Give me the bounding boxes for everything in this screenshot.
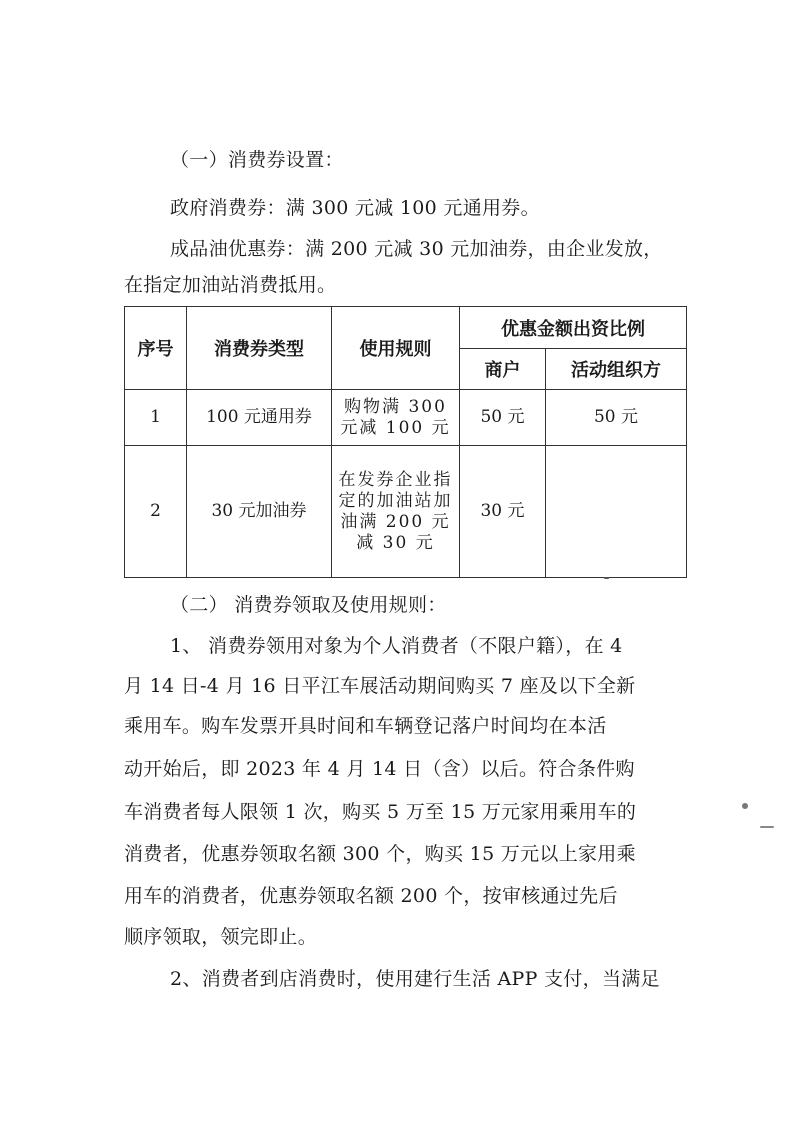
para1-line: 顺序领取，领完即止。 [124, 926, 318, 948]
para1-line: 车消费者每人限领 1 次，购买 5 万至 15 万元家用乘用车的 [124, 801, 637, 823]
row-merchant-share: 30 元 [460, 446, 546, 578]
para1-line: 消费者，优惠券领取名额 300 个，购买 15 万元以上家用乘 [124, 843, 636, 865]
section2-heading: （二） 消费券领取及使用规则： [170, 594, 447, 616]
row-organizer-share: 50 元 [546, 390, 687, 446]
para1-line: 乘用车。购车发票开具时间和车辆登记落户时间均在本活 [124, 715, 607, 737]
header-voucher-type: 消费券类型 [187, 307, 332, 390]
voucher-table [124, 306, 687, 578]
para1-line: 月 14 日-4 月 16 日平江车展活动期间购买 7 座及以下全新 [124, 675, 636, 697]
table-row [125, 446, 687, 578]
para2-line: 2、消费者到店消费时，使用建行生活 APP 支付，当满足 [170, 968, 660, 990]
oil-voucher-text-line1: 成品油优惠券：满 200 元减 30 元加油券，由企业发放， [170, 238, 663, 260]
para1-line: 用车的消费者，优惠券领取名额 200 个，按审核通过先后 [124, 885, 618, 907]
header-funding-ratio: 优惠金额出资比例 [460, 307, 687, 349]
table-row [125, 390, 687, 446]
section1-heading: （一）消费券设置： [170, 149, 344, 171]
row-voucher-type: 30 元加油券 [187, 446, 332, 578]
para1-line: 1、 消费券领用对象为个人消费者（不限户籍），在 4 [170, 635, 623, 657]
row-voucher-type: 100 元通用券 [187, 390, 332, 446]
para1-line: 动开始后，即 2023 年 4 月 14 日（含）以后。符合条件购 [124, 758, 635, 780]
header-organizer: 活动组织方 [546, 349, 687, 390]
row-organizer-share [546, 446, 687, 578]
header-usage-rule: 使用规则 [332, 307, 460, 390]
scan-artifact [604, 577, 609, 579]
header-seq: 序号 [125, 307, 187, 390]
gov-voucher-text: 政府消费券：满 300 元减 100 元通用券。 [170, 197, 540, 219]
row-seq: 2 [125, 446, 187, 578]
row-merchant-share: 50 元 [460, 390, 546, 446]
row-seq: 1 [125, 390, 187, 446]
oil-voucher-text-line2: 在指定加油站消费抵用。 [124, 274, 337, 296]
scan-artifact [760, 826, 774, 828]
row-usage-rule: 购物满 300 元减 100 元 [332, 390, 460, 446]
header-merchant: 商户 [460, 349, 546, 390]
scan-artifact [742, 803, 748, 809]
row-usage-rule: 在发券企业指定的加油站加油满 200 元减 30 元 [332, 446, 460, 578]
